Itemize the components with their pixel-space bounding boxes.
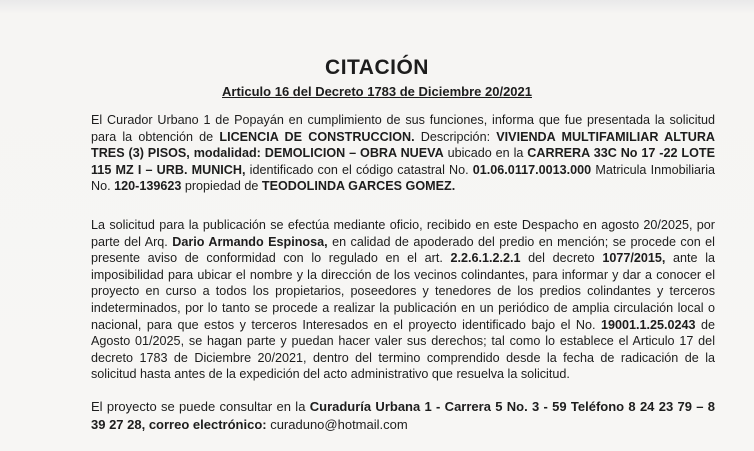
email-address: curaduno@hotmail.com: [266, 416, 408, 432]
paragraph-publication: [91, 217, 715, 383]
p2-text-3: del decreto: [520, 251, 603, 266]
p1-text-1: El Curador Urbano 1 de Popayán en cumplimiento de sus funciones, informa que fue presentada la solicitud para la obtención de: [91, 113, 715, 144]
cadastral-code: 01.06.0117.0013.000: [472, 162, 592, 177]
paragraph-application: [91, 112, 715, 195]
project-id: 19001.1.25.0243: [600, 317, 696, 332]
owner-name: TEODOLINDA GARCES GOMEZ.: [261, 179, 456, 194]
registration-number: 120-139623: [114, 179, 182, 194]
property-address: CARRERA 33C No 17 -22 LOTE 115 MZ I – URB. MUNICH,: [91, 146, 715, 177]
p2-text-1: La solicitud para la publicación se efectúa mediante oficio, recibido en este Despacho en agosto 20/2025, por parte del Arq.: [91, 218, 715, 249]
p2-text-2: en calidad de apoderado del predio en mención; se procede con el presente aviso de conformidad con lo regulado en el art.: [91, 234, 715, 266]
p1-text-5: Matricula Inmobiliaria No.: [91, 162, 715, 194]
p2-text-4: ante la imposibilidad para ubicar el nombre y la dirección de los vecinos colindantes, para informar y dar a conocer el proyecto en curso a todos los propietarios, poseedores y tenedores de los predios colindantes y terceros indeterminados, por lo tanto se procede a realizar la publicación en un periódico de amplia circulación local o nacional, para que estos y terceros Interesados en el proyecto identificado bajo el No.: [91, 251, 715, 332]
paragraph-contact: [91, 398, 715, 433]
p1-text-4: identificado con el código catastral No.: [245, 162, 473, 177]
license-type: LICENCIA DE CONSTRUCCION.: [219, 129, 415, 144]
article-number: 2.2.6.1.2.2.1: [450, 251, 521, 266]
legal-reference: Articulo 16 del Decreto 1783 de Diciembre 20/2021: [222, 84, 532, 99]
page-title: CITACIÓN: [325, 56, 429, 80]
decree-number: 1077/2015,: [602, 251, 666, 266]
p3-text-1: El proyecto se puede consultar en la: [91, 399, 310, 414]
office-contact: Curaduría Urbana 1 - Carrera 5 No. 3 - 59 Teléfono 8 24 23 79 – 8 39 27 28, correo electrónico:: [91, 399, 715, 432]
project-description: VIVIENDA MULTIFAMILIAR ALTURA TRES (3) PISOS, modalidad: DEMOLICION – OBRA NUEVA: [91, 129, 716, 161]
p2-text-5: de Agosto 01/2025, se hagan parte y puedan hacer valer sus derechos; tal como lo establece el Articulo 17 del decreto 1783 de Diciembre 20/2021, dentro del termino comprendido desde la fecha de radicación de la solicitud hasta antes de la expedición del acto administrativo que resuelva la solicitud.: [91, 317, 715, 382]
architect-name: Dario Armando Espinosa,: [172, 234, 328, 249]
p1-text-2: Descripción:: [414, 129, 497, 144]
p1-text-6: propiedad de: [181, 179, 262, 194]
p1-text-3: ubicado en la: [443, 146, 528, 161]
